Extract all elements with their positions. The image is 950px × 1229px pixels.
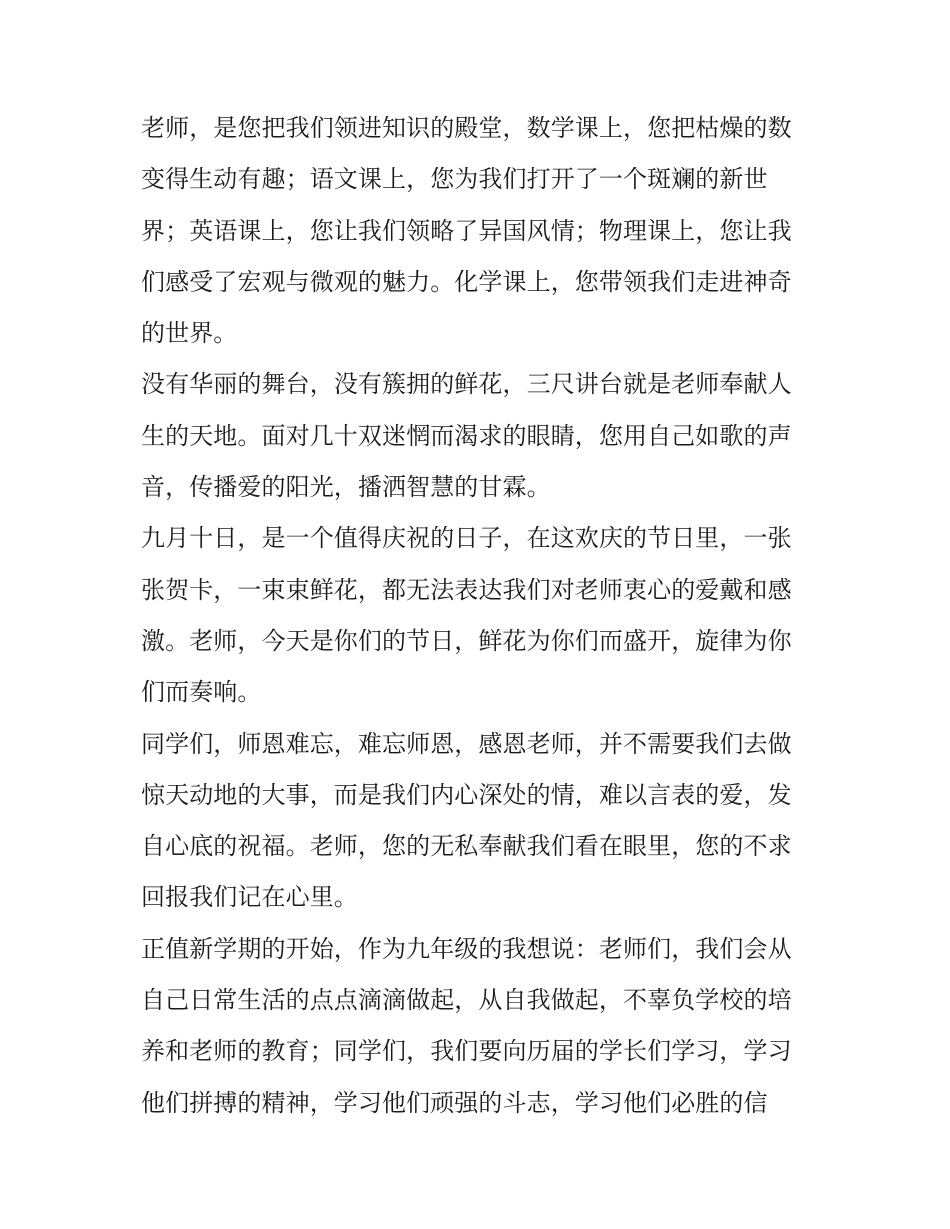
text-line: 自己日常生活的点点滴滴做起，从自我做起，不辜负学校的培 xyxy=(141,986,792,1015)
text-line: 的世界。 xyxy=(141,319,238,348)
text-line: 变得生动有趣；语文课上，您为我们打开了一个斑斓的新世 xyxy=(141,165,768,194)
text-line: 们而奏响。 xyxy=(141,678,262,707)
text-line: 他们拼搏的精神，学习他们顽强的斗志，学习他们必胜的信 xyxy=(141,1088,768,1117)
text-line: 惊天动地的大事，而是我们内心深处的情，难以言表的爱，发 xyxy=(141,780,792,809)
text-line: 正值新学期的开始，作为九年级的我想说：老师们，我们会从 xyxy=(141,934,792,963)
text-line: 没有华丽的舞台，没有簇拥的鲜花，三尺讲台就是老师奉献人 xyxy=(141,370,792,399)
text-line: 激。老师，今天是你们的节日，鲜花为你们而盛开，旋律为你 xyxy=(141,626,792,655)
text-line: 张贺卡，一束束鲜花，都无法表达我们对老师衷心的爱戴和感 xyxy=(141,575,792,604)
text-line: 九月十日，是一个值得庆祝的日子，在这欢庆的节日里，一张 xyxy=(141,524,792,553)
text-line: 音，传播爱的阳光，播洒智慧的甘霖。 xyxy=(141,473,551,502)
text-line: 们感受了宏观与微观的魅力。化学课上，您带领我们走进神奇 xyxy=(141,267,792,296)
text-line: 回报我们记在心里。 xyxy=(141,883,358,912)
text-line: 自心底的祝福。老师，您的无私奉献我们看在眼里，您的不求 xyxy=(141,832,792,861)
text-line: 界；英语课上，您让我们领略了异国风情；物理课上，您让我 xyxy=(141,216,792,245)
text-line: 老师，是您把我们领进知识的殿堂，数学课上，您把枯燥的数 xyxy=(141,114,792,142)
text-line: 同学们，师恩难忘，难忘师恩，感恩老师，并不需要我们去做 xyxy=(141,729,792,758)
text-line: 养和老师的教育；同学们，我们要向历届的学长们学习，学习 xyxy=(141,1037,792,1066)
body-text xyxy=(141,103,811,1129)
text-line: 生的天地。面对几十双迷惘而渴求的眼睛，您用自己如歌的声 xyxy=(141,421,792,450)
